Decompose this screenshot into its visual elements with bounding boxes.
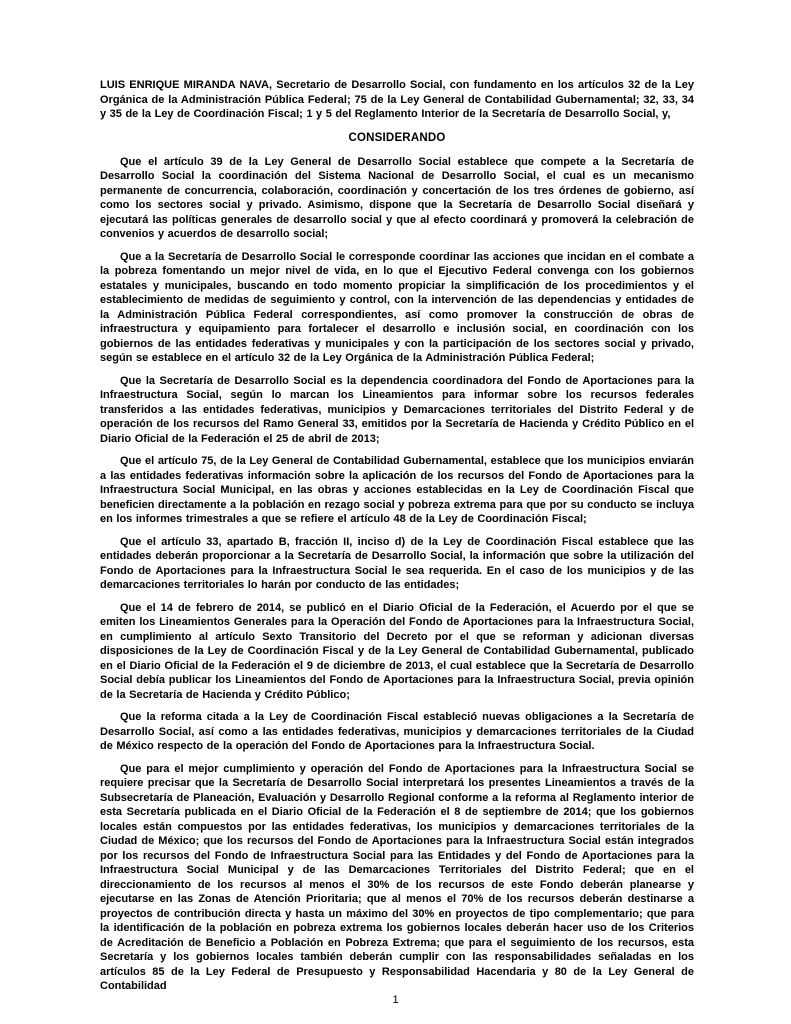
page-number: 1 — [392, 994, 399, 1006]
intro-paragraph: LUIS ENRIQUE MIRANDA NAVA, Secretario de Desarrollo Social, con fundamento en los artículos 32 de la Ley Orgánica de la Administración Pública Federal; 75 de la Ley General de Contabilidad Gubernamental; 32, 33, 34 y 35 de la Ley de Coordinación Fiscal; 1 y 5 del Reglamento Interior de la Secretaría de Desarrollo Social, y, — [100, 79, 694, 120]
considerando-paragraph-7: Que la reforma citada a la Ley de Coordinación Fiscal estableció nuevas obligaciones a la Secretaría de Desarrollo Social, así como a las entidades federativas, municipios y demarcaciones territoriales de la Ciudad de México respecto de la operación del Fondo de Aportaciones para la Infraestructura Social. — [100, 711, 694, 752]
considerando-paragraph-3: Que la Secretaría de Desarrollo Social es la dependencia coordinadora del Fondo de Aportaciones para la Infraestructura Social, según lo marcan los Lineamientos para informar sobre los recursos federales transferidos a las entidades federativas, municipios y Demarcaciones territoriales del Distrito Federal y de operación de los recursos del Ramo General 33, emitidos por la Secretaría de Hacienda y Crédito Público en el Diario Oficial de la Federación el 25 de abril de 2013; — [100, 374, 694, 445]
considerando-paragraph-8: Que para el mejor cumplimiento y operación del Fondo de Aportaciones para la Infraestructura Social se requiere precisar que la Secretaría de Desarrollo Social interpretará los presentes Lineamientos a través de la Subsecretaría de Planeación, Evaluación y Desarrollo Regional conforme a la reforma al Reglamento interior de esta Secretaría publicada en el Diario Oficial de la Federación el 8 de septiembre de 2014; que los gobiernos locales están compuestos por las entidades federativas, los municipios y demarcaciones territoriales de la Ciudad de México; que los recursos del Fondo de Aportaciones para la Infraestructura Social están integrados por los recursos del Fondo de Infraestructura Social para las Entidades y del Fondo de Aportaciones para la Infraestructura Social Municipal y de las Demarcaciones Territoriales del Distrito Federal; que en el direccionamiento de los recursos al menos el 30% de los recursos de este Fondo deberán planearse y ejecutarse en las Zonas de Atención Prioritaria; que al menos el 70% de los recursos deberán destinarse a proyectos de contribución directa y hasta un máximo del 30% en proyectos de tipo complementario; que para la identificación de la población en pobreza extrema los gobiernos locales deberán hacer uso de los Criterios de Acreditación de Beneficio a Población en Pobreza Extrema; que para el seguimiento de los recursos, esta Secretaría y los gobiernos locales también deberán cumplir con las responsabilidades señaladas en los artículos 85 de la Ley Federal de Presupuesto y Responsabilidad Hacendaria y 80 de la Ley General de Contabilidad — [100, 762, 694, 992]
considerando-heading: CONSIDERANDO — [348, 131, 446, 144]
considerando-paragraph-1: Que el artículo 39 de la Ley General de Desarrollo Social establece que compete a la Secretaría de Desarrollo Social la coordinación del Sistema Nacional de Desarrollo Social, el cual es un mecanismo permanente de concurrencia, colaboración, coordinación y concertación de los tres órdenes de gobierno, así como los sectores social y privado. Asimismo, dispone que la Secretaría de Desarrollo Social diseñará y ejecutará las políticas generales de desarrollo social y que al efecto coordinará y promoverá la celebración de convenios y acuerdos de desarrollo social; — [100, 155, 694, 240]
considerando-paragraph-4: Que el artículo 75, de la Ley General de Contabilidad Gubernamental, establece que los municipios enviarán a las entidades federativas información sobre la aplicación de los recursos del Fondo de Aportaciones para la Infraestructura Social Municipal, en las obras y acciones establecidas en la Ley de Coordinación Fiscal que beneficien directamente a la población en rezago social y pobreza extrema para que por su conducto se incluya en los informes trimestrales a que se refiere el artículo 48 de la Ley de Coordinación Fiscal; — [100, 455, 694, 525]
considerando-paragraph-5: Que el artículo 33, apartado B, fracción II, inciso d) de la Ley de Coordinación Fiscal establece que las entidades deberán proporcionar a la Secretaría de Desarrollo Social, la información que sobre la utilización del Fondo de Aportaciones para la Infraestructura Social le sea requerida. En el caso de los municipios y de las demarcaciones territoriales lo harán por conducto de las entidades; — [100, 535, 694, 591]
considerando-paragraph-6: Que el 14 de febrero de 2014, se publicó en el Diario Oficial de la Federación, el Acuerdo por el que se emiten los Lineamientos Generales para la Operación del Fondo de Aportaciones para la Infraestructura Social, en cumplimiento al artículo Sexto Transitorio del Decreto por el que se reforman y adicionan diversas disposiciones de la Ley de Coordinación Fiscal y de la Ley General de Contabilidad Gubernamental, publicado en el Diario Oficial de la Federación el 9 de diciembre de 2013, el cual establece que la Secretaría de Desarrollo Social debía publicar los Lineamientos del Fondo de Aportaciones para la Infraestructura Social, previa opinión de la Secretaría de Hacienda y Crédito Público; — [100, 601, 694, 701]
considerando-paragraph-2: Que a la Secretaría de Desarrollo Social le corresponde coordinar las acciones que incidan en el combate a la pobreza fomentando un mejor nivel de vida, en lo que el Ejecutivo Federal convenga con los gobiernos estatales y municipales, buscando en todo momento propiciar la simplificación de los procedimientos y el establecimiento de medidas de seguimiento y control, con la intervención de las dependencias y entidades de la Administración Pública Federal correspondientes, así como promover la construcción de obras de infraestructura y equipamiento para fortalecer el desarrollo e inclusión social, en coordinación con los gobiernos de las entidades federativas y municipales y con la participación de los sectores social y privado, según se establece en el artículo 32 de la Ley Orgánica de la Administración Pública Federal; — [100, 250, 694, 364]
